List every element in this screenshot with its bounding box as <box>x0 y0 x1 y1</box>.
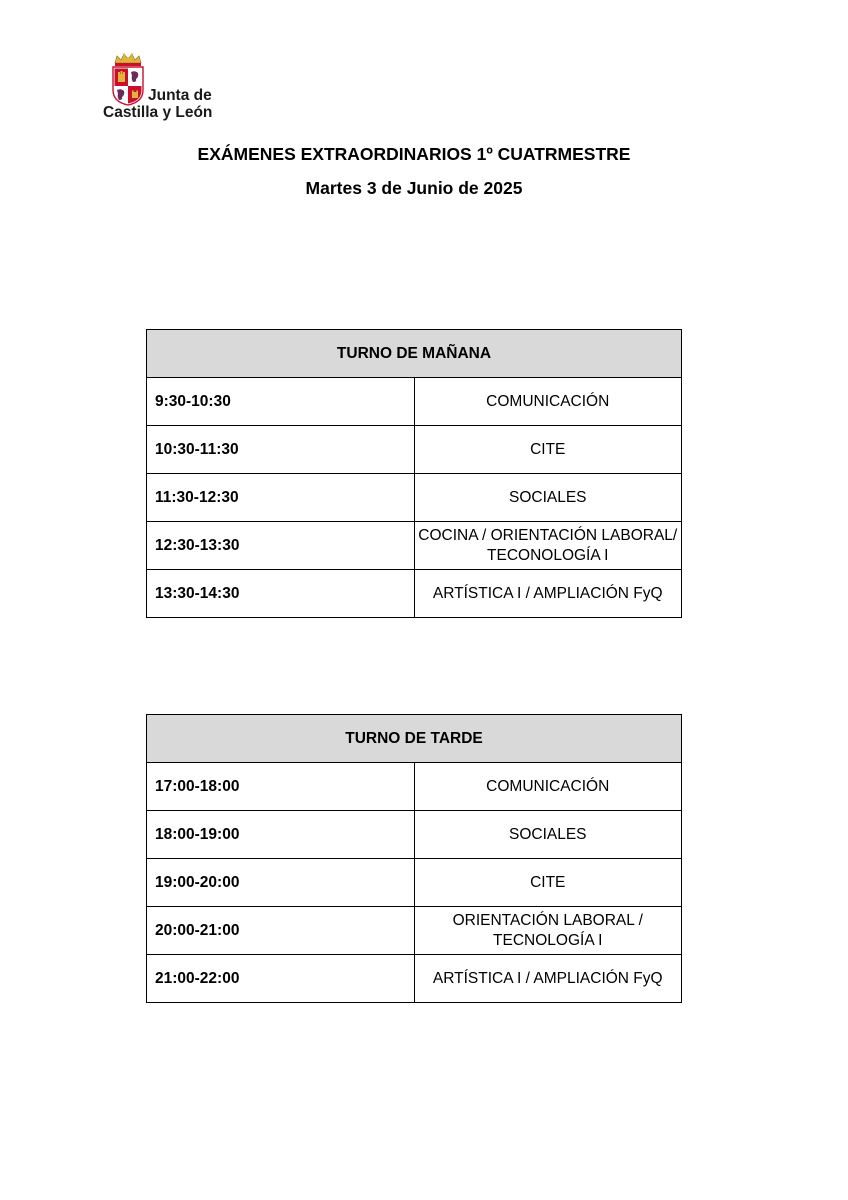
time-cell: 9:30-10:30 <box>147 378 415 426</box>
subject-cell <box>414 522 682 570</box>
subject-line: TECONOLOGÍA I <box>487 546 609 564</box>
subject-cell: SOCIALES <box>414 474 682 522</box>
table-row <box>147 907 682 955</box>
table-row <box>147 859 682 907</box>
time-cell: 19:00-20:00 <box>147 859 415 907</box>
subject-cell: ORIENTACIÓN LABORAL / TECNOLOGÍA I <box>414 907 682 955</box>
subject-cell: SOCIALES <box>414 811 682 859</box>
table-heading: TURNO DE TARDE <box>147 715 682 763</box>
table-row <box>147 570 682 618</box>
time-cell: 10:30-11:30 <box>147 426 415 474</box>
subject-line: COCINA / ORIENTACIÓN LABORAL/ <box>418 526 678 544</box>
time-cell: 12:30-13:30 <box>147 522 415 570</box>
logo-text-line2: Castilla y León <box>103 104 213 121</box>
document-title: EXÁMENES EXTRAORDINARIOS 1º CUATRMESTRE <box>197 144 631 164</box>
document-date: Martes 3 de Junio de 2025 <box>305 178 523 198</box>
subject-cell: ARTÍSTICA I / AMPLIACIÓN FyQ <box>414 955 682 1003</box>
subject-cell: CITE <box>414 859 682 907</box>
afternoon-schedule-table <box>146 714 682 1003</box>
table-row <box>147 426 682 474</box>
time-cell: 13:30-14:30 <box>147 570 415 618</box>
time-cell: 21:00-22:00 <box>147 955 415 1003</box>
table-row <box>147 378 682 426</box>
time-cell: 11:30-12:30 <box>147 474 415 522</box>
time-cell: 17:00-18:00 <box>147 763 415 811</box>
time-cell: 18:00-19:00 <box>147 811 415 859</box>
table-header-row <box>147 330 682 378</box>
junta-logo <box>103 52 233 124</box>
table-row <box>147 811 682 859</box>
table-heading: TURNO DE MAÑANA <box>147 330 682 378</box>
subject-cell: COMUNICACIÓN <box>414 763 682 811</box>
table-row <box>147 955 682 1003</box>
table-row <box>147 474 682 522</box>
subject-cell: COMUNICACIÓN <box>414 378 682 426</box>
subject-cell: CITE <box>414 426 682 474</box>
subject-cell: ARTÍSTICA I / AMPLIACIÓN FyQ <box>414 570 682 618</box>
time-cell: 20:00-21:00 <box>147 907 415 955</box>
table-header-row <box>147 715 682 763</box>
logo-text-line1: Junta de <box>148 87 212 104</box>
table-row <box>147 763 682 811</box>
morning-schedule-table <box>146 329 682 618</box>
coat-of-arms-icon <box>111 52 145 106</box>
table-row <box>147 522 682 570</box>
